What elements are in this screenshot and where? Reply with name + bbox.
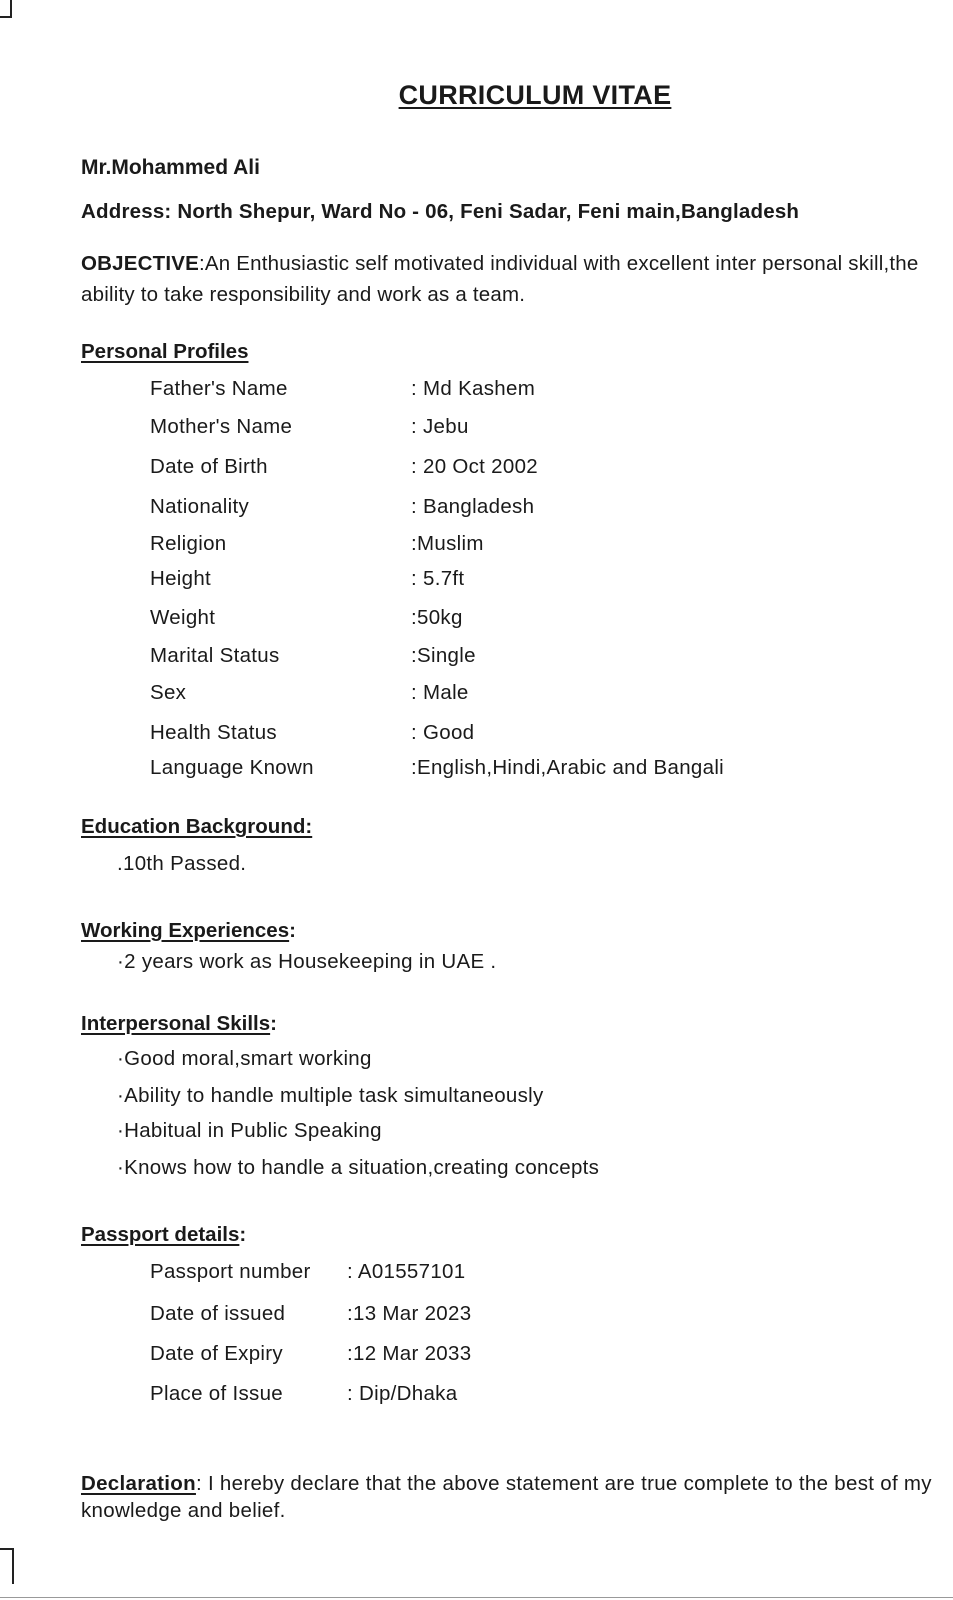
candidate-address: Address: North Shepur, Ward No - 06, Feni Sadar, Feni main,Bangladesh [81,200,800,223]
profile-label: Height [150,567,212,590]
passport-value: :12 Mar 2033 [347,1342,472,1365]
objective-paragraph [81,248,931,310]
passport-label: Date of issued [150,1302,286,1325]
skill-item: ·Knows how to handle a situation,creating concepts [117,1156,600,1179]
profile-value: :Single [411,644,476,667]
profile-value: : Md Kashem [411,377,536,400]
passport-value: : Dip/Dhaka [347,1382,458,1405]
declaration-paragraph [81,1470,941,1524]
objective-label: OBJECTIVE [81,252,199,275]
profile-label: Nationality [150,495,250,518]
profile-value: : 5.7ft [411,567,465,590]
education-item: .10th Passed. [117,852,247,875]
education-heading: Education Background: [81,815,313,838]
page-bottom-rule [0,1597,953,1598]
profile-label: Sex [150,681,187,704]
passport-label: Place of Issue [150,1382,283,1405]
passport-heading: Passport details: [81,1223,247,1246]
profile-value: :English,Hindi,Arabic and Bangali [411,756,725,779]
passport-value: :13 Mar 2023 [347,1302,472,1325]
declaration-label: Declaration [81,1472,196,1495]
profile-value: : Good [411,721,475,744]
skill-item: ·Ability to handle multiple task simultaneously [117,1084,544,1107]
profile-label: Marital Status [150,644,280,667]
skills-heading: Interpersonal Skills: [81,1012,277,1035]
experience-item: ·2 years work as Housekeeping in UAE . [117,950,497,973]
page-corner-mark-bottom [0,1548,14,1584]
page-corner-mark-top [0,0,12,18]
profile-value: :Muslim [411,532,484,555]
profile-label: Language Known [150,756,314,779]
document-title: CURRICULUM VITAE [398,80,672,110]
profile-value: :50kg [411,606,463,629]
passport-label: Date of Expiry [150,1342,283,1365]
profile-label: Health Status [150,721,277,744]
profile-value: : Male [411,681,469,704]
declaration-text: : I hereby declare that the above statement are true complete to the best of my knowledge and belief. [81,1472,932,1522]
skill-item: ·Good moral,smart working [117,1047,372,1070]
passport-value: : A01557101 [347,1260,466,1283]
profile-value: : Bangladesh [411,495,535,518]
profile-value: : Jebu [411,415,469,438]
profile-label: Weight [150,606,216,629]
candidate-name: Mr.Mohammed Ali [81,156,260,179]
profile-label: Date of Birth [150,455,268,478]
profile-label: Father's Name [150,377,288,400]
profile-label: Mother's Name [150,415,293,438]
skill-item: ·Habitual in Public Speaking [117,1119,382,1142]
passport-label: Passport number [150,1260,311,1283]
personal-profiles-heading: Personal Profiles [81,340,249,363]
profile-value: : 20 Oct 2002 [411,455,538,478]
experience-heading: Working Experiences: [81,919,296,942]
profile-label: Religion [150,532,227,555]
objective-text: :An Enthusiastic self motivated individual with excellent inter personal skill,the ability to take responsibility and work as a team. [81,252,919,306]
